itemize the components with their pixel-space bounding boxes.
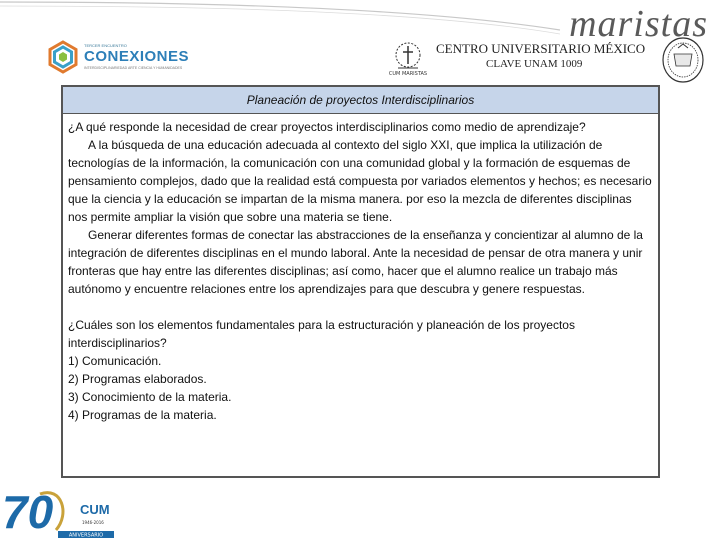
- panel-title: Planeación de proyectos Interdisciplinarios: [63, 87, 658, 114]
- anniversary-label: ANIVERSARIO: [68, 532, 104, 539]
- seal-text: CUM MARISTAS: [388, 71, 428, 77]
- list-item: 3) Conocimiento de la materia.: [68, 390, 232, 404]
- list-item: 2) Programas elaborados.: [68, 372, 207, 386]
- anniversary-number: 70: [2, 486, 54, 538]
- conexiones-title: CONEXIONES: [84, 48, 190, 65]
- anniversary-logo: [0, 484, 130, 540]
- center-title: CENTRO UNIVERSITARIO MÉXICO: [436, 41, 646, 56]
- list-item: 4) Programas de la materia.: [68, 408, 217, 422]
- answer-paragraph-2: Generar diferentes formas de conectar las abstracciones de la enseñanza y concientizar al alumno de la integración de diferentes disciplinas en el mundo laboral. Ante la necesidad de pensar de otra manera y unir fronteras que hay entre las diferentes disciplinas; así como, hacer que el alumno realice un trabajo más autónomo y encuentre relaciones entre los aprendizajes para que descubra y genere respuestas.: [68, 228, 643, 296]
- question-2: ¿Cuáles son los elementos fundamentales para la estructuración y planeación de los proyectos interdisciplinarios?: [68, 318, 575, 350]
- panel-body: [63, 114, 658, 424]
- conexiones-logo: [46, 40, 190, 76]
- conexiones-hex-icon: [46, 40, 80, 74]
- list-item: 1) Comunicación.: [68, 354, 162, 368]
- anniversary-cum-logo: CUM: [80, 502, 110, 517]
- center-clave: CLAVE UNAM 1009: [486, 58, 583, 70]
- conexiones-subtitle: INTERDISCIPLINARIEDAD ARTE CIENCIA Y HUMANIDADES: [84, 66, 183, 70]
- answer-paragraph-1: A la búsqueda de una educación adecuada al contexto del siglo XXI, que implica la utilización de tecnologías de la información, la comunicación con una comunidad global y la formación de esquemas de pensamiento complejos, dado que la realidad está compuesta por variados elementos y hechos; es necesario que la ciencia y la educación se impartan de la misma manera. por eso la mezcla de diferentes disciplinas nos permite ampliar la visión que sobre una materia se tiene.: [68, 138, 652, 224]
- conexiones-small-label: TERCER ENCUENTRO: [84, 43, 127, 48]
- unam-seal-icon: [660, 36, 706, 84]
- maristas-brand: maristas: [569, 3, 708, 45]
- content-panel: [61, 85, 660, 478]
- anniversary-years: 1946-2016: [82, 520, 104, 525]
- maristas-seal-icon: [388, 38, 428, 78]
- question-1: ¿A qué responde la necesidad de crear proyectos interdisciplinarios como medio de aprendizaje?: [68, 120, 586, 134]
